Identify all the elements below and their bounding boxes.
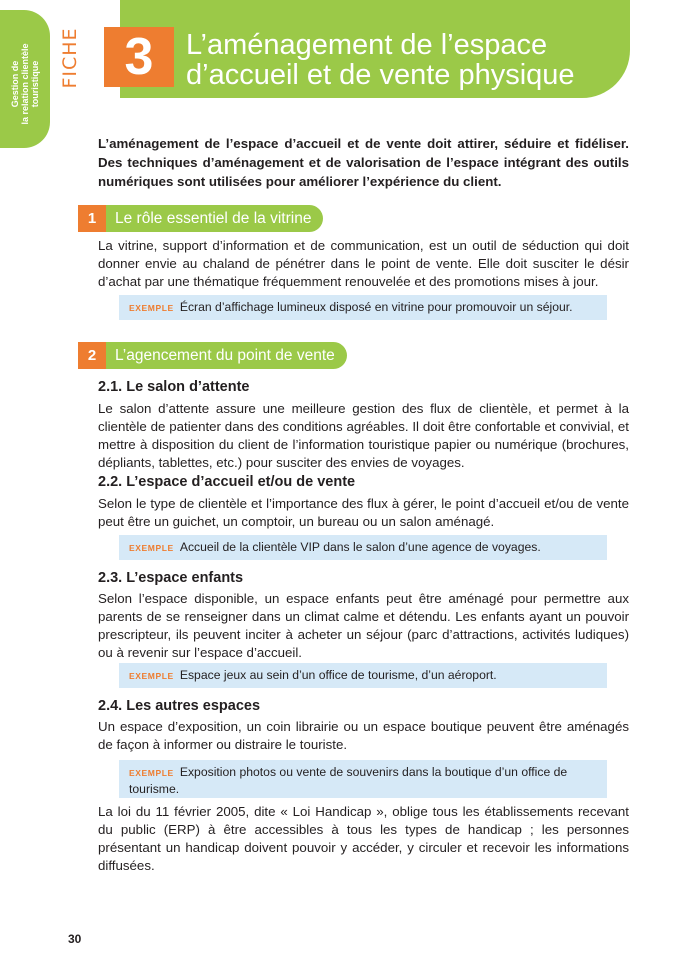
example-text: Espace jeux au sein d’un office de tourisme, d’un aéroport.	[179, 668, 497, 682]
section-heading-1	[78, 205, 323, 232]
fiche-label: FICHE	[59, 27, 81, 89]
closing-paragraph: La loi du 11 février 2005, dite « Loi Handicap », oblige tous les établissements recevant du public (ERP) à être accessibles à tous les types de handicap ; les personnes présentant un handicap doivent pouvoir y accéder, y circuler et recevoir les informations diffusées.	[98, 804, 629, 873]
subsection-paragraph: Selon l’espace disponible, un espace enfants peut être aménagé pour permettre aux parents de se renseigner dans un climat calme et détendu. Les enfants ayant un pouvoir prescripteur, ils peuvent inciter à acheter un séjour (parc d’attractions, activités ludiques) ou à revenir sur l’espace d’accueil.	[98, 591, 629, 660]
section-title: L’agencement du point de vente	[115, 346, 335, 364]
example-box	[119, 760, 607, 798]
example-text: Accueil de la clientèle VIP dans le salon d’une agence de voyages.	[179, 540, 541, 554]
subsection-heading: 2.4. Les autres espaces	[98, 698, 261, 714]
subsection-paragraph: Un espace d’exposition, un coin librairie ou un espace boutique peuvent être aménagés de façon à informer ou distraire le touriste.	[98, 719, 629, 752]
example-label: EXEMPLE	[129, 671, 174, 681]
example-label: EXEMPLE	[129, 303, 174, 313]
section-title: Le rôle essentiel de la vitrine	[115, 209, 312, 227]
side-tab-line: Gestion de	[10, 60, 20, 108]
subsection-heading: 2.3. L’espace enfants	[98, 570, 244, 586]
example-box	[119, 295, 607, 320]
example-box	[119, 535, 607, 560]
section-heading-2	[78, 342, 347, 369]
side-tab	[0, 10, 50, 148]
page-title-line: L’aménagement de l’espace	[186, 29, 548, 61]
side-tab-line: la relation clientèle	[20, 43, 30, 125]
subsection-heading: 2.2. L’espace d’accueil et/ou de vente	[98, 474, 356, 490]
page-title-line: d’accueil et de vente physique	[186, 59, 575, 91]
section-number: 2	[78, 342, 106, 369]
subsection-heading: 2.1. Le salon d’attente	[98, 379, 250, 395]
example-label: EXEMPLE	[129, 768, 174, 778]
example-text: Écran d’affichage lumineux disposé en vitrine pour promouvoir un séjour.	[179, 300, 573, 314]
page-title	[186, 30, 575, 90]
side-tab-label	[10, 19, 40, 149]
page-number: 30	[68, 932, 82, 946]
section-number: 1	[78, 205, 106, 232]
fiche-number: 3	[104, 27, 174, 87]
section1-paragraph: La vitrine, support d’information et de communication, est un outil de séduction qui doit donner envie au chaland de pénétrer dans le point de vente. Elle doit susciter le désir d’achat par une thématique fréquemment renouvelée et des promotions mises à jour.	[98, 238, 629, 289]
example-text: Exposition photos ou vente de souvenirs dans la boutique d’un office de tourisme.	[129, 765, 568, 796]
subsection-paragraph: Selon le type de clientèle et l’importance des flux à gérer, le point d’accueil et/ou de vente peut être un guichet, un comptoir, un bureau ou un salon aménagé.	[98, 496, 629, 529]
side-tab-line: touristique	[30, 60, 40, 108]
example-box	[119, 663, 607, 688]
subsection-paragraph: Le salon d’attente assure une meilleure gestion des flux de clientèle, et permet à la clientèle de patienter dans des conditions agréables. Il doit être confortable et convivial, et mettre à disposition du client de l’information touristique papier ou numérique (brochures, dépliants, tablettes, etc.) pour susciter des envies de voyages.	[98, 401, 629, 470]
example-label: EXEMPLE	[129, 543, 174, 553]
intro-paragraph: L’aménagement de l’espace d’accueil et de vente doit attirer, séduire et fidéliser. Des techniques d’aménagement et de valorisation de l’espace intégrant des outils numériques sont utilisées pour améliorer l’expérience du client.	[98, 136, 629, 189]
